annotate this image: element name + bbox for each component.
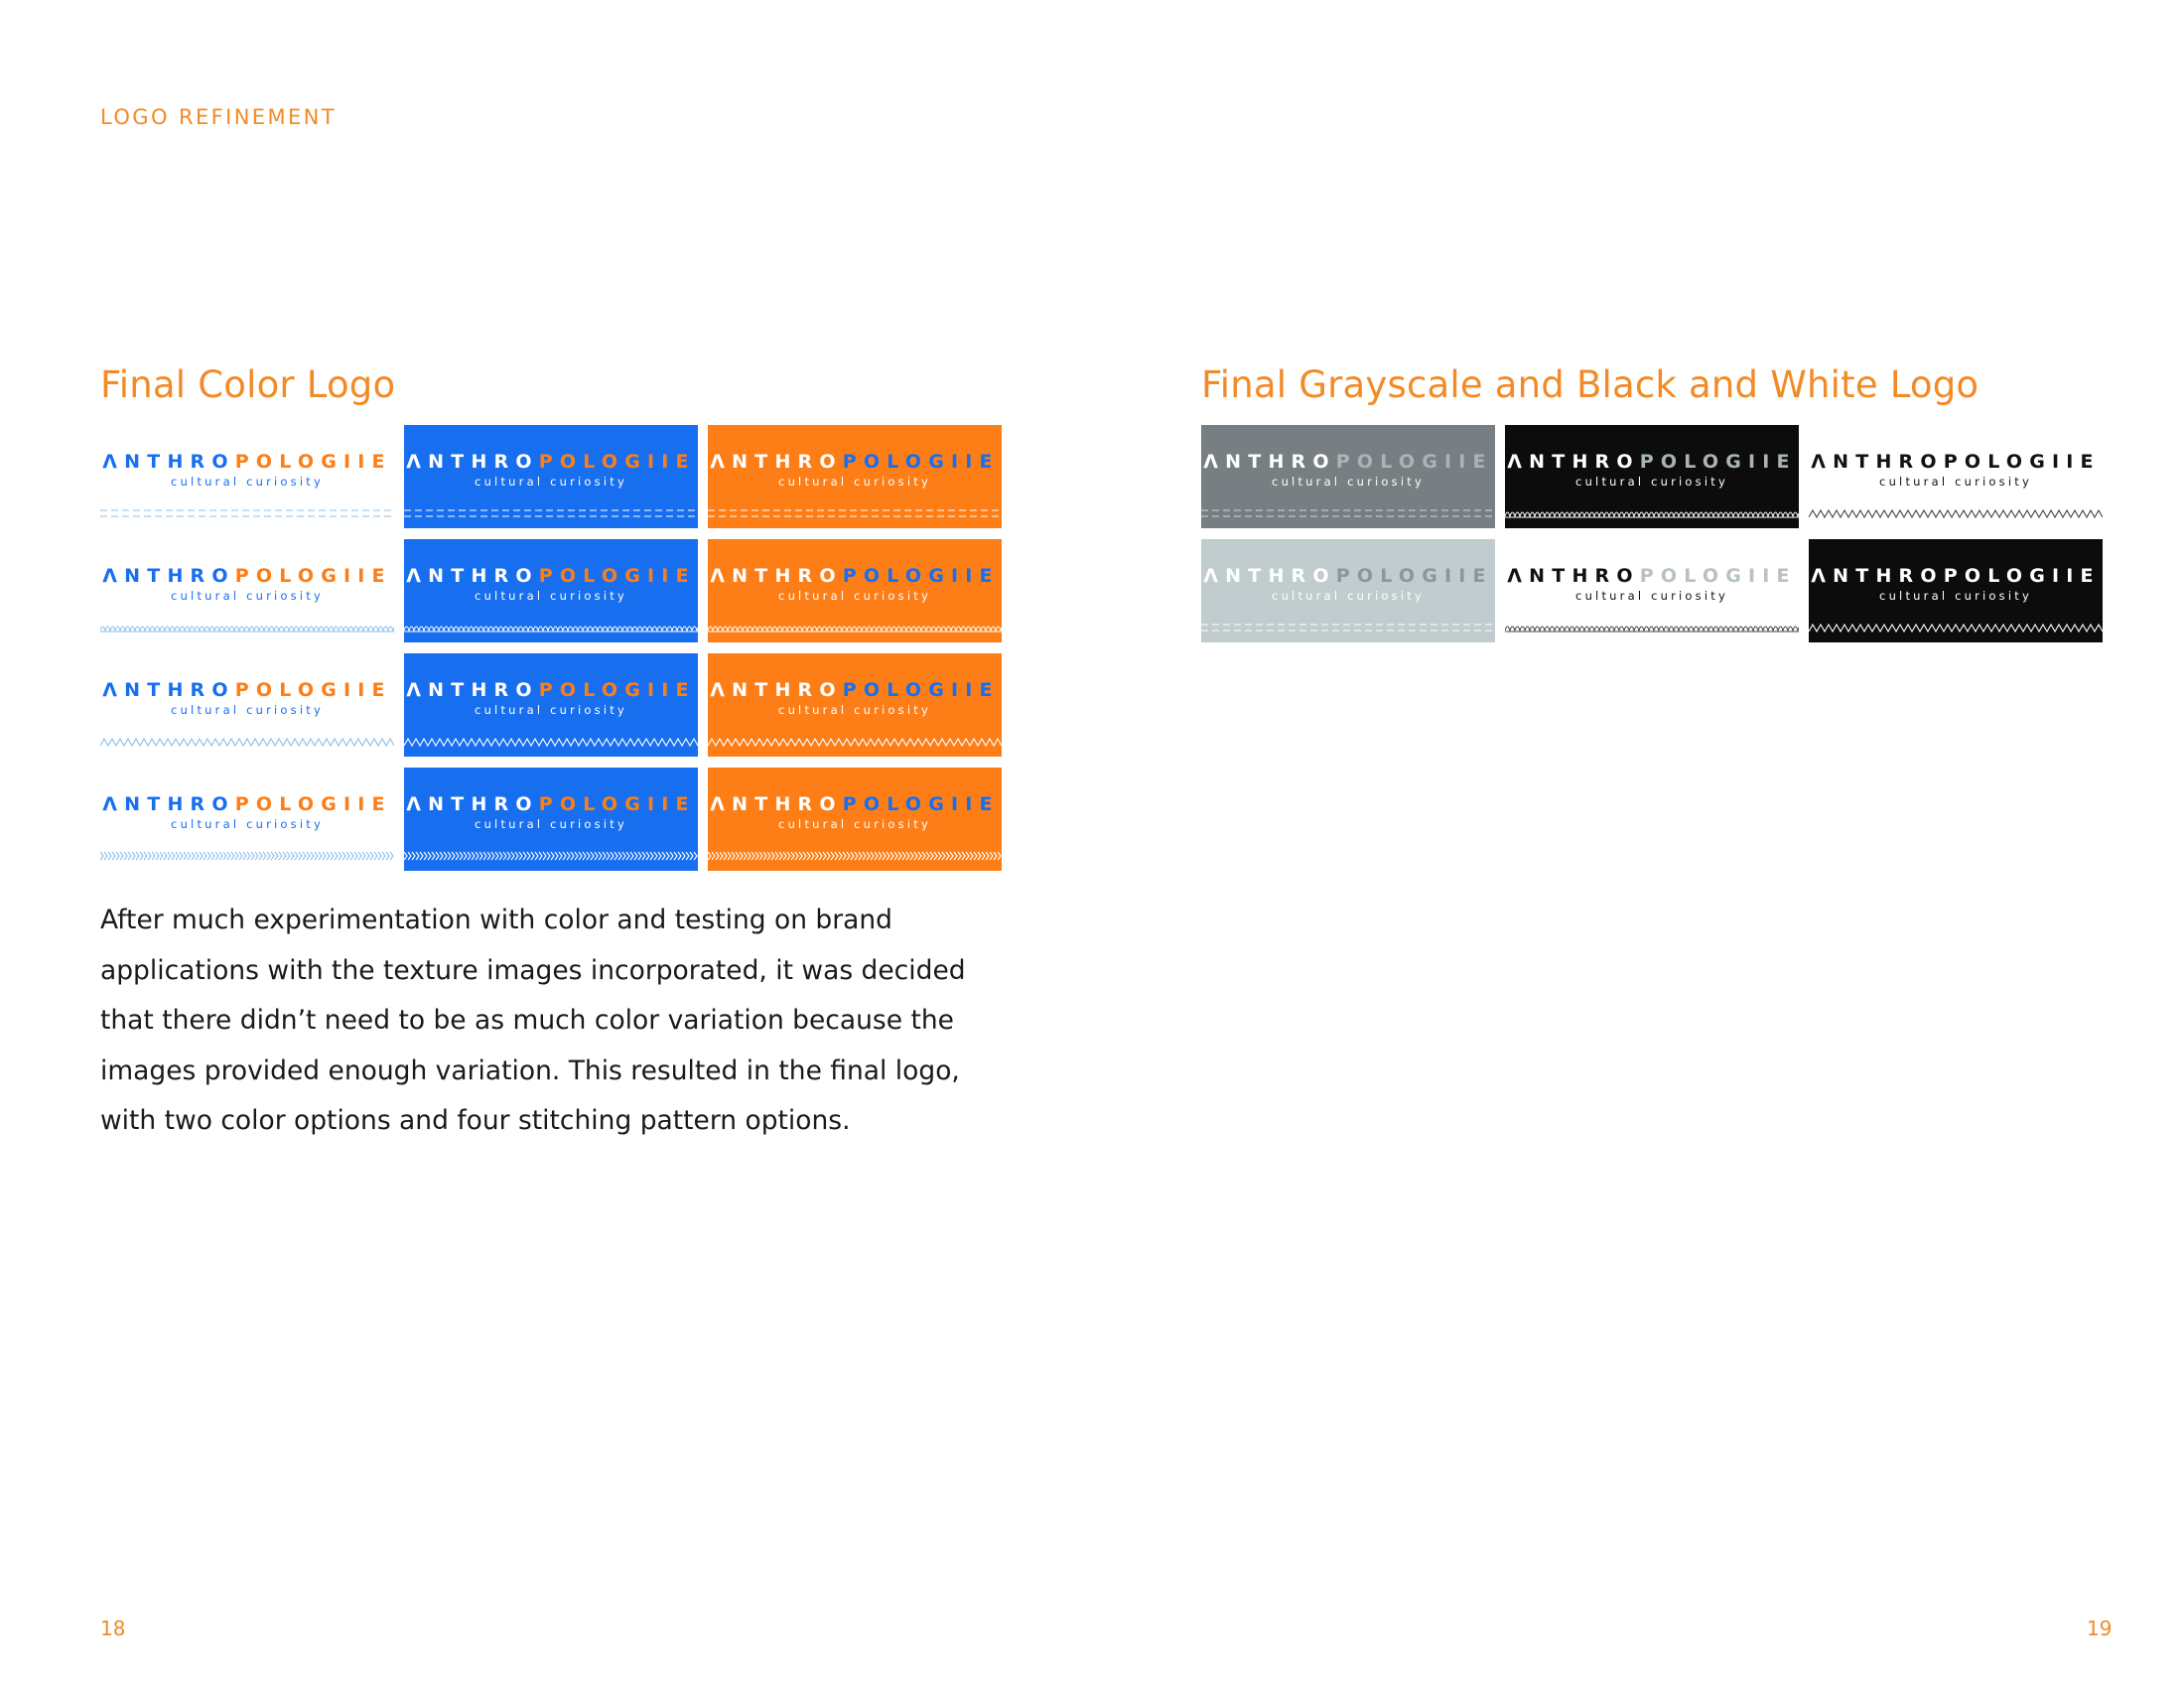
stitch-line xyxy=(404,510,698,516)
logo-wordmark-part1: ΛNTHRO xyxy=(102,679,235,701)
logo-wordmark-part2: POLOGIIE xyxy=(538,793,696,815)
color-logo-tile xyxy=(100,539,394,642)
stitch-pattern-loop xyxy=(100,622,394,633)
page-number-right: 19 xyxy=(2087,1617,2113,1640)
logo-wordmark xyxy=(100,793,394,815)
logo-tagline: cultural curiosity xyxy=(475,703,627,717)
stitch-line xyxy=(708,510,1002,516)
logo-wordmark-part1: ΛNTHRO xyxy=(1507,565,1640,587)
logo-tagline: cultural curiosity xyxy=(778,589,931,603)
logo-wordmark-part2: POLOGIIE xyxy=(842,793,1000,815)
stitch-pattern-dash xyxy=(1201,622,1495,633)
color-logo-tile xyxy=(708,539,1002,642)
logo-wordmark-part2: POLOGIIE xyxy=(1943,565,2101,587)
stitch-line xyxy=(404,852,697,860)
stitch-pattern-zigzag xyxy=(1809,507,2103,519)
logo-wordmark-part1: ΛNTHRO xyxy=(102,451,235,473)
logo-wordmark-part1: ΛNTHRO xyxy=(102,565,235,587)
logo-tagline: cultural curiosity xyxy=(1879,589,2032,603)
logo-wordmark xyxy=(708,565,1002,587)
logo-wordmark-part1: ΛNTHRO xyxy=(406,793,539,815)
logo-wordmark xyxy=(100,679,394,701)
final-grayscale-logo-title: Final Grayscale and Black and White Logo xyxy=(1201,363,1979,406)
stitch-line xyxy=(1201,510,1495,516)
logo-wordmark xyxy=(1809,565,2103,587)
stitch-line xyxy=(100,852,393,860)
logo-wordmark xyxy=(708,793,1002,815)
logo-wordmark-part1: ΛNTHRO xyxy=(1811,565,1944,587)
logo-wordmark xyxy=(1201,565,1495,587)
logo-wordmark xyxy=(100,451,394,473)
color-logo-tile xyxy=(708,768,1002,871)
color-logo-tile xyxy=(708,425,1002,528)
logo-wordmark xyxy=(1201,451,1495,473)
logo-wordmark-part2: POLOGIIE xyxy=(1639,451,1797,473)
logo-tagline: cultural curiosity xyxy=(1272,475,1425,489)
logo-tagline: cultural curiosity xyxy=(778,475,931,489)
logo-wordmark-part2: POLOGIIE xyxy=(842,451,1000,473)
page-number-left: 18 xyxy=(100,1617,126,1640)
logo-wordmark xyxy=(404,451,698,473)
logo-wordmark-part1: ΛNTHRO xyxy=(406,451,539,473)
logo-wordmark-part2: POLOGIIE xyxy=(1943,451,2101,473)
grayscale-logo-tile xyxy=(1505,539,1799,642)
logo-tagline: cultural curiosity xyxy=(475,817,627,831)
logo-wordmark-part2: POLOGIIE xyxy=(842,565,1000,587)
stitch-line xyxy=(1809,625,2103,632)
logo-wordmark-part2: POLOGIIE xyxy=(234,451,392,473)
color-logo-tile xyxy=(100,768,394,871)
grayscale-logo-tile xyxy=(1505,425,1799,528)
stitch-line xyxy=(100,627,394,632)
logo-wordmark-part2: POLOGIIE xyxy=(538,565,696,587)
logo-tagline: cultural curiosity xyxy=(1272,589,1425,603)
stitch-pattern-loop xyxy=(708,622,1002,633)
stitch-line xyxy=(708,852,1001,860)
stitch-line xyxy=(100,510,394,516)
color-logo-grid xyxy=(100,425,1002,871)
logo-wordmark-part1: ΛNTHRO xyxy=(1507,451,1640,473)
logo-wordmark xyxy=(1505,451,1799,473)
logo-tagline: cultural curiosity xyxy=(171,817,324,831)
color-logo-tile xyxy=(404,653,698,757)
body-paragraph: After much experimentation with color and testing on brand applications with the texture images incorporated, it was decided that there didn’t need to be as much color variation because the images provided enough variation. This resulted in the final logo, with two color options and four stitching pattern options. xyxy=(100,905,966,1136)
logo-wordmark-part2: POLOGIIE xyxy=(538,451,696,473)
grayscale-logo-grid xyxy=(1201,425,2103,642)
stitch-line xyxy=(1505,512,1799,517)
logo-wordmark-part1: ΛNTHRO xyxy=(406,679,539,701)
logo-wordmark-part1: ΛNTHRO xyxy=(1203,451,1336,473)
logo-tagline: cultural curiosity xyxy=(1575,589,1728,603)
logo-wordmark-part1: ΛNTHRO xyxy=(1203,565,1336,587)
stitch-line xyxy=(100,739,394,746)
logo-wordmark xyxy=(404,793,698,815)
logo-wordmark-part2: POLOGIIE xyxy=(234,565,392,587)
logo-wordmark-part1: ΛNTHRO xyxy=(1811,451,1944,473)
grayscale-logo-tile xyxy=(1809,539,2103,642)
section-header-label: LOGO REFINEMENT xyxy=(100,105,337,129)
stitch-pattern-zigzag xyxy=(100,736,394,748)
stitch-pattern-loop xyxy=(1505,622,1799,633)
logo-wordmark-part2: POLOGIIE xyxy=(1639,565,1797,587)
stitch-line xyxy=(404,627,698,632)
color-logo-tile xyxy=(404,539,698,642)
grayscale-logo-tile xyxy=(1201,539,1495,642)
logo-wordmark-part2: POLOGIIE xyxy=(234,793,392,815)
logo-wordmark xyxy=(404,565,698,587)
logo-tagline: cultural curiosity xyxy=(171,703,324,717)
stitch-line xyxy=(708,739,1002,746)
logo-tagline: cultural curiosity xyxy=(1575,475,1728,489)
logo-wordmark-part1: ΛNTHRO xyxy=(406,565,539,587)
logo-tagline: cultural curiosity xyxy=(778,817,931,831)
logo-wordmark-part1: ΛNTHRO xyxy=(710,565,843,587)
stitch-pattern-dash xyxy=(1201,507,1495,519)
logo-wordmark xyxy=(708,451,1002,473)
logo-tagline: cultural curiosity xyxy=(171,475,324,489)
logo-wordmark-part1: ΛNTHRO xyxy=(710,793,843,815)
stitch-pattern-chevron xyxy=(404,850,698,862)
color-logo-tile xyxy=(100,425,394,528)
final-color-logo-title: Final Color Logo xyxy=(100,363,396,406)
color-logo-tile xyxy=(708,653,1002,757)
logo-wordmark-part2: POLOGIIE xyxy=(234,679,392,701)
color-logo-tile xyxy=(404,768,698,871)
stitch-pattern-loop xyxy=(404,622,698,633)
color-logo-tile xyxy=(404,425,698,528)
logo-wordmark xyxy=(1809,451,2103,473)
logo-wordmark-part1: ΛNTHRO xyxy=(710,679,843,701)
stitch-pattern-chevron xyxy=(708,850,1002,862)
grayscale-logo-tile xyxy=(1809,425,2103,528)
stitch-line xyxy=(1201,625,1495,631)
stitch-pattern-zigzag xyxy=(1809,622,2103,633)
grayscale-logo-tile xyxy=(1201,425,1495,528)
stitch-line xyxy=(1505,627,1799,632)
logo-tagline: cultural curiosity xyxy=(778,703,931,717)
logo-wordmark-part2: POLOGIIE xyxy=(842,679,1000,701)
logo-wordmark-part2: POLOGIIE xyxy=(1335,451,1493,473)
stitch-pattern-dash xyxy=(708,507,1002,519)
stitch-pattern-zigzag xyxy=(404,736,698,748)
logo-wordmark xyxy=(100,565,394,587)
logo-wordmark-part2: POLOGIIE xyxy=(1335,565,1493,587)
stitch-line xyxy=(1809,510,2103,517)
stitch-line xyxy=(404,739,698,746)
logo-tagline: cultural curiosity xyxy=(475,589,627,603)
logo-wordmark-part1: ΛNTHRO xyxy=(710,451,843,473)
logo-tagline: cultural curiosity xyxy=(1879,475,2032,489)
stitch-pattern-zigzag xyxy=(708,736,1002,748)
logo-wordmark xyxy=(708,679,1002,701)
stitch-pattern-dash xyxy=(100,507,394,519)
color-logo-tile xyxy=(100,653,394,757)
logo-wordmark xyxy=(404,679,698,701)
logo-wordmark xyxy=(1505,565,1799,587)
stitch-pattern-dash xyxy=(404,507,698,519)
stitch-line xyxy=(708,627,1002,632)
stitch-pattern-chevron xyxy=(100,850,394,862)
logo-tagline: cultural curiosity xyxy=(475,475,627,489)
stitch-pattern-loop xyxy=(1505,507,1799,519)
logo-wordmark-part1: ΛNTHRO xyxy=(102,793,235,815)
logo-wordmark-part2: POLOGIIE xyxy=(538,679,696,701)
logo-tagline: cultural curiosity xyxy=(171,589,324,603)
